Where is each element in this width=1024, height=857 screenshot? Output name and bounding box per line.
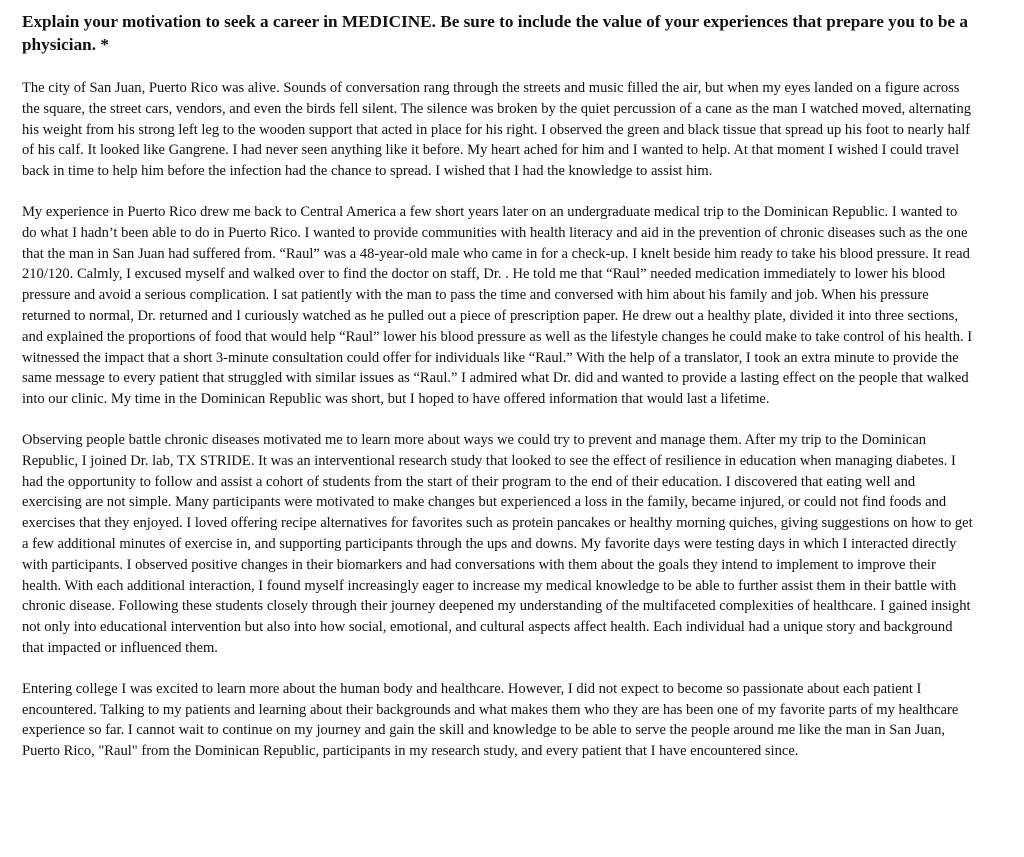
essay-answer [22,78,974,762]
essay-page [22,10,974,762]
essay-paragraph-3: Observing people battle chronic diseases motivated me to learn more about ways we could try to prevent and manage them. After my trip to the Dominican Republic, I joined Dr. lab, TX STRIDE. It was an interventional research study that looked to see the effect of resilience in education when managing diabetes. I had the opportunity to follow and assist a cohort of students from the start of their program to the end of their education. I discovered that eating well and exercising are not simple. Many participants were motivated to make changes but experienced a loss in the family, became injured, or could not find foods and exercises that they enjoyed. I loved offering recipe alternatives for favorites such as protein pancakes or healthy morning quiches, giving suggestions on how to get a few additional minutes of exercise in, and supporting participants through the ups and downs. My favorite days were testing days in which I interacted directly with participants. I observed positive changes in their biomarkers and had conversations with them about the goals they intend to implement to improve their health. With each additional interaction, I found myself increasingly eager to increase my medical knowledge to be able to further assist them in their battle with chronic disease. Following these students closely through their journey deepened my understanding of the multifaceted complexities of healthcare. I gained insight not only into educational intervention but also into how social, emotional, and cultural aspects affect health. Each individual had a unique story and background that impacted or influenced them. [22,431,973,656]
essay-question: Explain your motivation to seek a career in MEDICINE. Be sure to include the value of your experiences that prepare you to be a physician. * [22,12,968,54]
essay-paragraph-4: Entering college I was excited to learn more about the human body and healthcare. However, I did not expect to become so passionate about each patient I encountered. Talking to my patients and learning about their backgrounds and what makes them who they are has been one of my favorite parts of my healthcare experience so far. I cannot wait to continue on my journey and gain the skill and knowledge to be able to serve the people around me like the man in San Juan, Puerto Rico, "Raul" from the Dominican Republic, participants in my research study, and every patient that I have encountered since. [22,680,959,760]
essay-paragraph-2: My experience in Puerto Rico drew me back to Central America a few short years later on an undergraduate medical trip to the Dominican Republic. I wanted to do what I hadn’t been able to do in Puerto Rico. I wanted to provide communities with health literacy and aid in the prevention of chronic diseases such as the one that the man in San Juan had suffered from. “Raul” was a 48-year-old male who came in for a check-up. I knelt beside him ready to take his blood pressure. It read 210/120. Calmly, I excused myself and walked over to find the doctor on staff, Dr. . He told me that “Raul” needed medication immediately to lower his blood pressure and avoid a serious complication. I sat patiently with the man to pass the time and conversed with him about his family and job. When his pressure returned to normal, Dr. returned and I curiously watched as he pulled out a piece of prescription paper. He drew out a healthy plate, divided it into three sections, and explained the proportions of food that would help “Raul” lower his blood pressure as well as the lifestyle changes he could make to take control of his health. I witnessed the impact that a short 3-minute consultation could offer for individuals like “Raul.” With the help of a translator, I took an extra minute to provide the same message to every patient that struggled with similar issues as “Raul.” I admired what Dr. did and wanted to provide a lasting effect on the people that walked into our clinic. My time in the Dominican Republic was short, but I hoped to have offered information that would last a lifetime. [22,203,973,408]
essay-paragraph-1: The city of San Juan, Puerto Rico was alive. Sounds of conversation rang through the streets and music filled the air, but when my eyes landed on a figure across the square, the street cars, vendors, and even the birds fell silent. The silence was broken by the quiet percussion of a cane as the man I watched moved, alternating his weight from his strong left leg to the wooden support that acted in place for his right. I observed the green and black tissue that spread up his foot to nearly half of his calf. It looked like Gangrene. I had never seen anything like it before. My heart ached for him and I wanted to help. At that moment I wished I could travel back in time to help him before the infection had the chance to spread. I wished that I had the knowledge to assist him. [22,80,971,180]
